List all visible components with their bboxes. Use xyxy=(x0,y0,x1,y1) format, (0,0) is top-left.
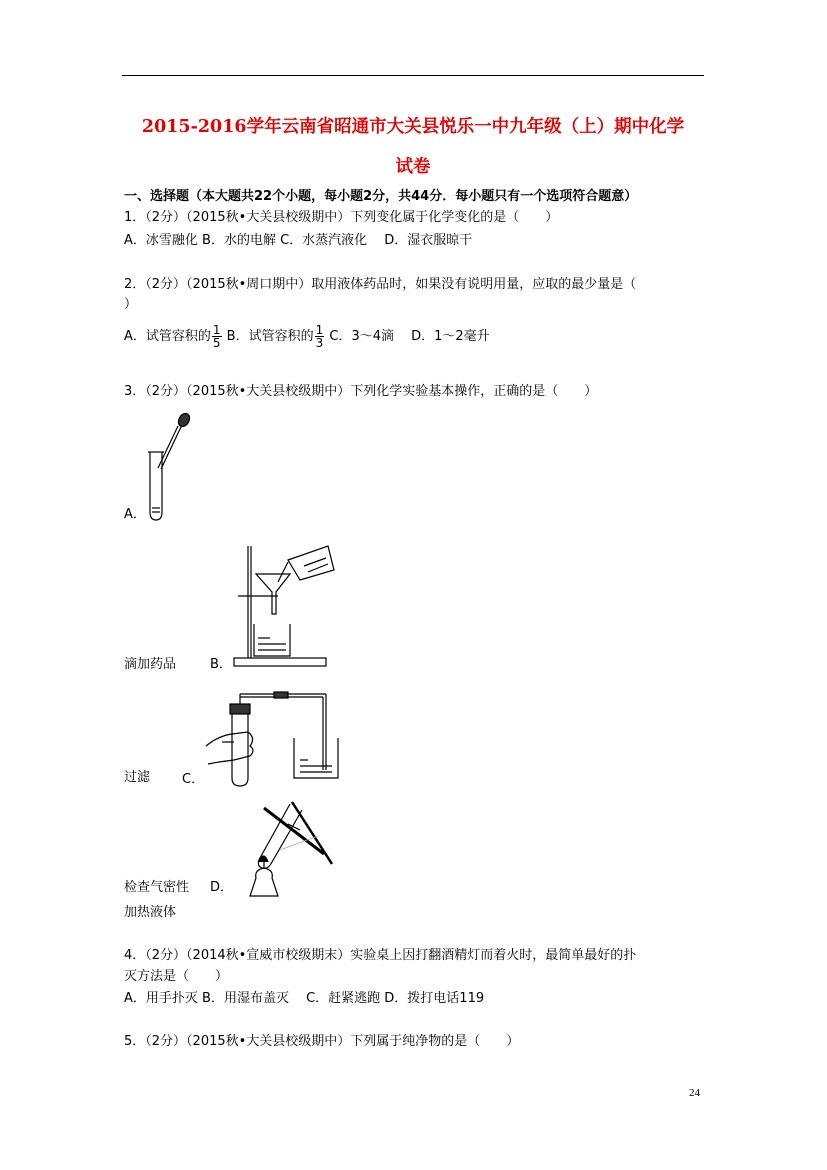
fraction-denominator: 3 xyxy=(315,336,324,350)
option-d-label: D． xyxy=(210,880,234,895)
page-number: 24 xyxy=(689,1087,700,1099)
heating-liquid-figure xyxy=(232,800,337,898)
option-cd-text: C．3～4滴 D．1～2毫升 xyxy=(325,329,490,344)
option-a-text: A．试管容积的 xyxy=(124,329,211,344)
question-2-options xyxy=(124,321,490,353)
option-b-label: B． xyxy=(210,657,232,672)
question-1-options: A．冰雪融化 B．水的电解 C．水蒸汽液化 D．湿衣服晾干 xyxy=(124,233,473,248)
paper-title-line2: 试卷 xyxy=(395,157,431,177)
paper-title-line1: 2015-2016学年云南省昭通市大关县悦乐一中九年级（上）期中化学 xyxy=(141,117,685,137)
fraction-numerator: 1 xyxy=(315,323,324,337)
question-2-stem: 2．（2分）（2015秋•周口期中）取用液体药品时，如果没有说明用量，应取的最少量是（ xyxy=(124,277,637,292)
option-a-caption: 滴加药品 xyxy=(124,657,177,672)
question-5-stem: 5．（2分）（2015秋•大关县校级期中）下列属于纯净物的是（ ） xyxy=(124,1034,520,1049)
header-rule xyxy=(122,75,704,76)
option-b-caption: 过滤 xyxy=(124,770,151,785)
option-d-caption: 加热液体 xyxy=(124,905,177,920)
fraction-one-fifth xyxy=(212,324,222,349)
question-4-options: A．用手扑灭 B．用湿布盖灭 C．赶紧逃跑 D．拨打电话119 xyxy=(124,991,485,1006)
fraction-denominator: 5 xyxy=(212,336,221,350)
section-heading: 一、选择题（本大题共22个小题，每小题2分，共44分．每小题只有一个选项符合题意） xyxy=(124,189,638,204)
fraction-one-third xyxy=(315,324,325,349)
option-c-caption: 检查气密性 xyxy=(124,880,190,895)
dropper-test-tube-figure xyxy=(140,412,200,522)
filtration-figure xyxy=(228,542,338,672)
airtightness-check-figure xyxy=(204,690,344,790)
question-2-stem-cont: ） xyxy=(124,297,138,312)
question-3-stem: 3．（2分）（2015秋•大关县校级期中）下列化学实验基本操作，正确的是（ ） xyxy=(124,384,598,399)
fraction-numerator: 1 xyxy=(212,323,221,337)
question-4-stem-cont: 灭方法是（ ） xyxy=(124,969,229,984)
option-b-text: B．试管容积的 xyxy=(222,329,314,344)
question-1-stem: 1．（2分）（2015秋•大关县校级期中）下列变化属于化学变化的是（ ） xyxy=(124,210,559,225)
question-4-stem: 4．（2分）（2014秋•宣威市校级期末）实验桌上因打翻酒精灯而着火时，最简单最好的扑 xyxy=(124,948,637,963)
option-c-label: C． xyxy=(182,772,205,787)
option-a-label: A． xyxy=(124,507,146,522)
